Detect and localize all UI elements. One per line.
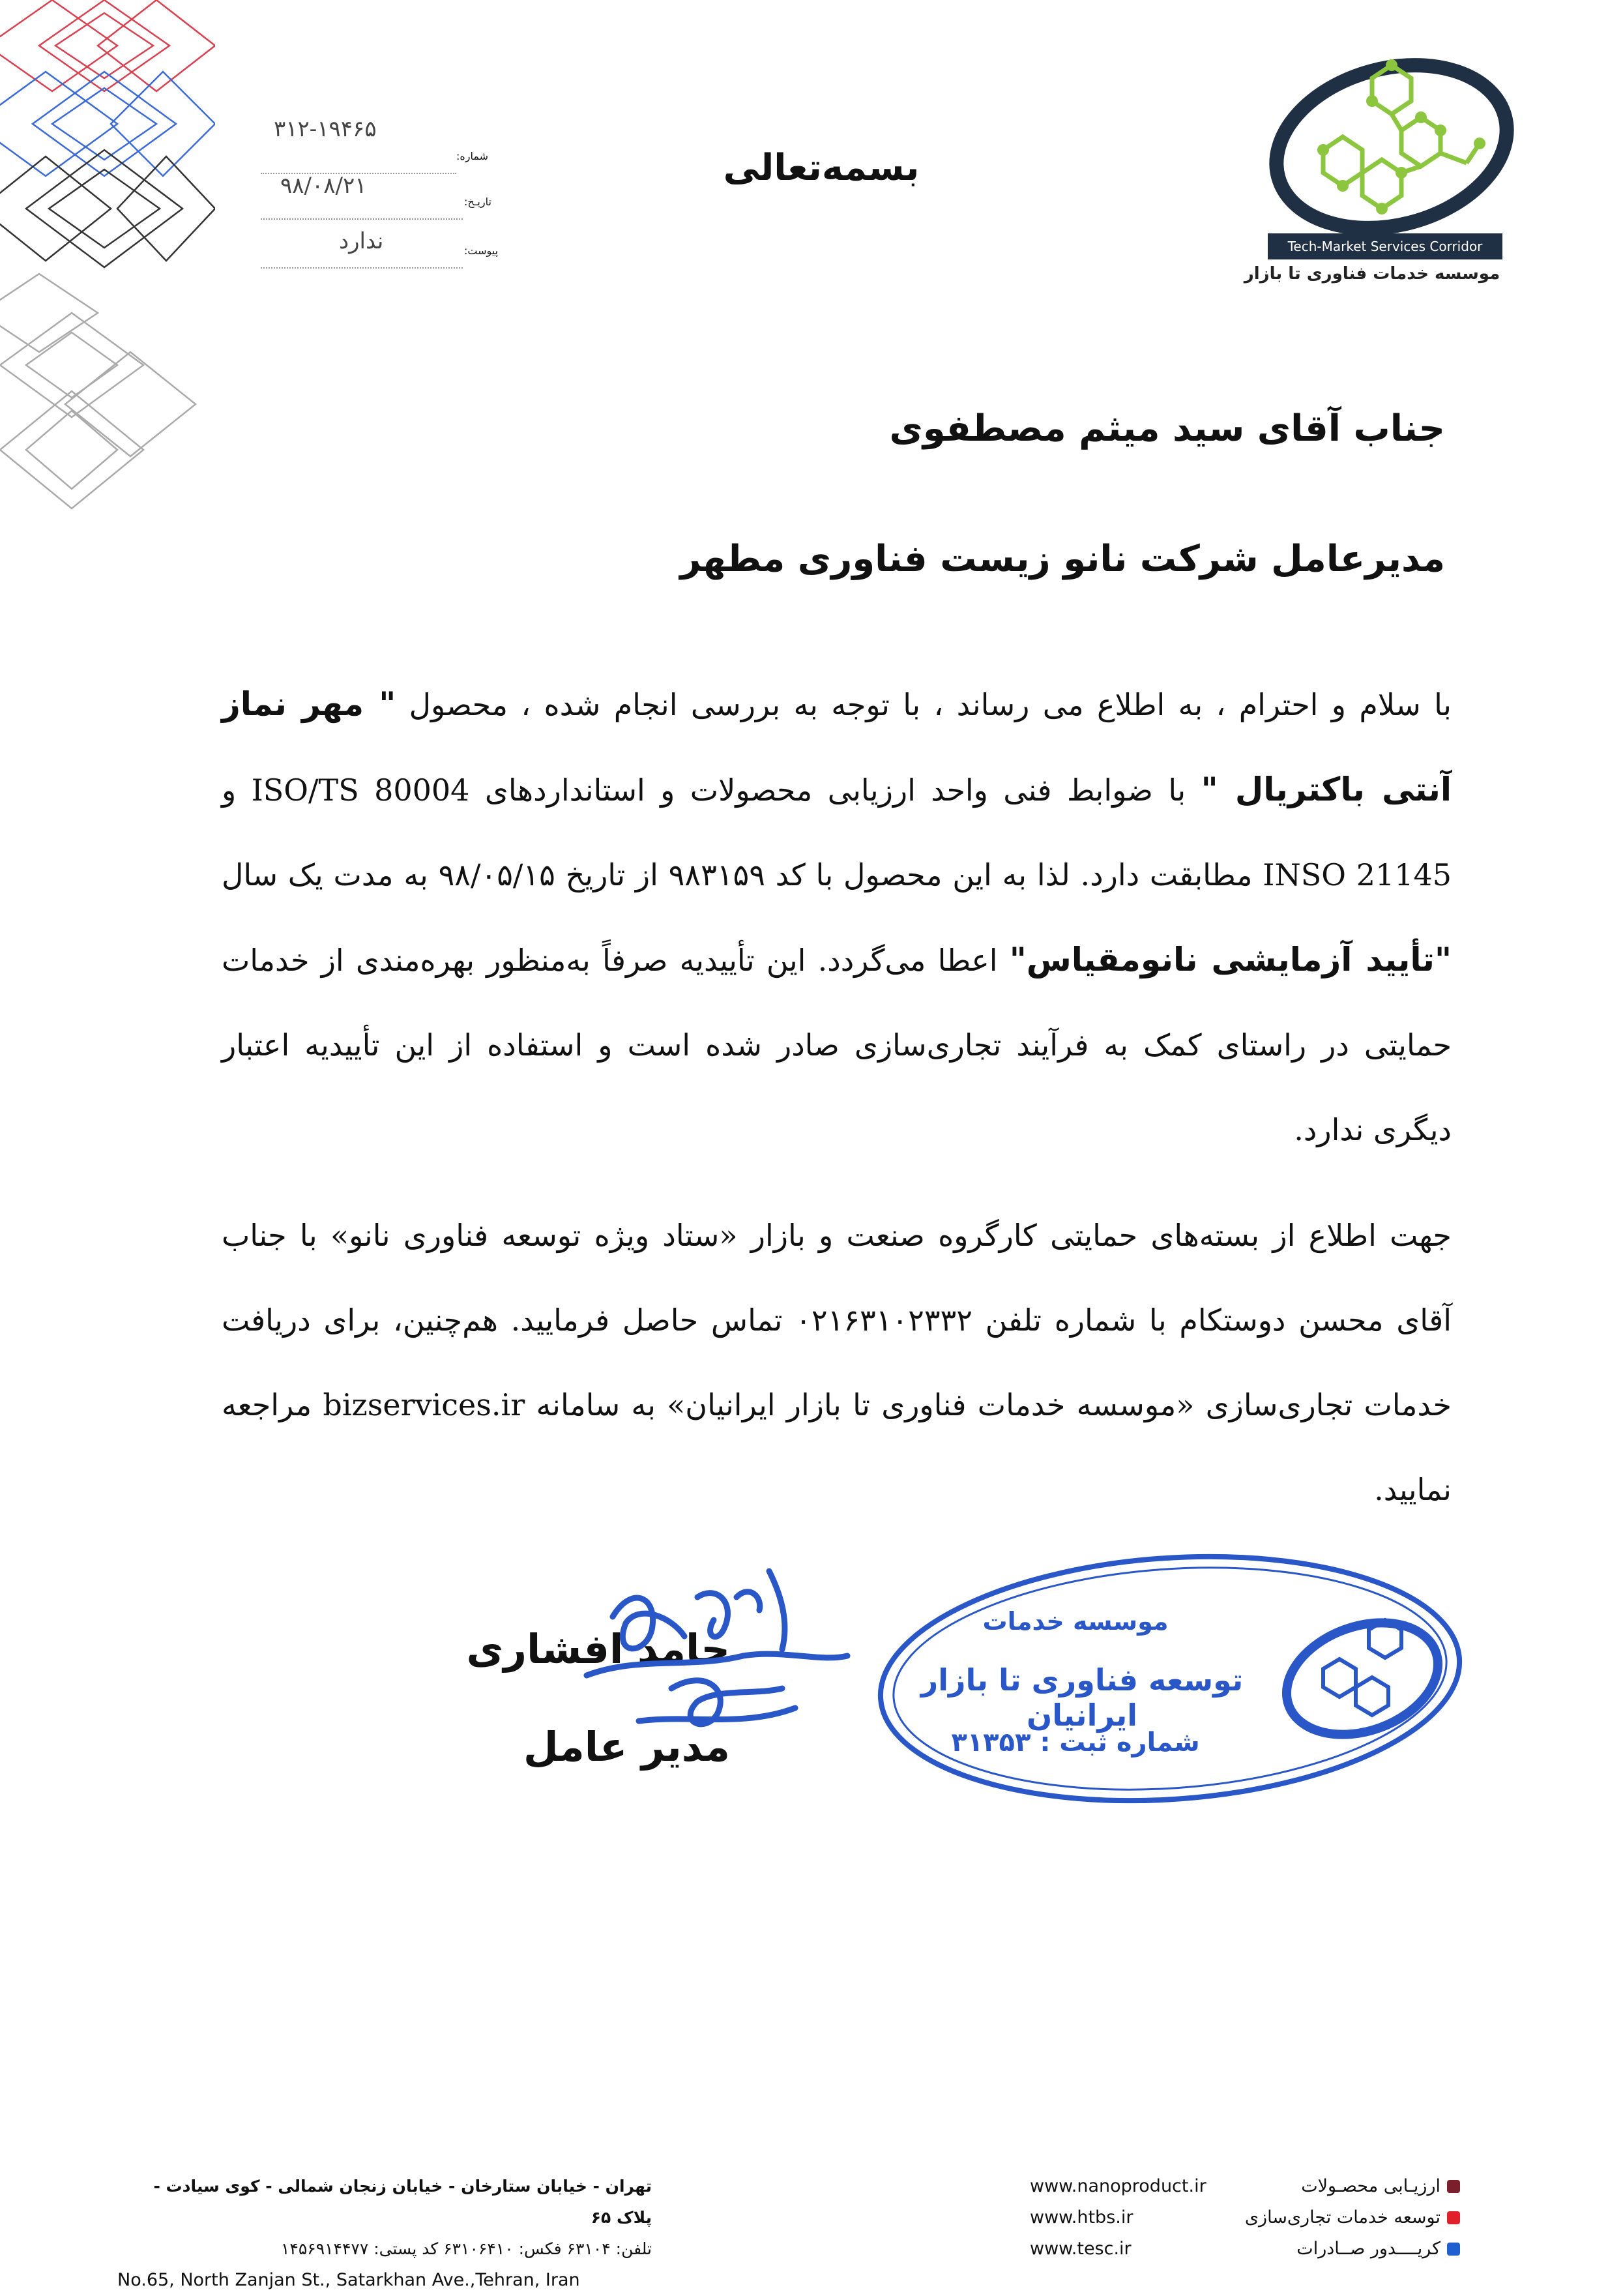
body-paragraph-1 [222,662,1452,1172]
p1-intro: با سلام و احترام ، به اطلاع می رساند ، با توجه به بررسی انجام شده ، محصول [396,687,1452,722]
attachment-line [261,267,463,269]
footer-website-link[interactable]: www.tesc.ir [1030,2239,1132,2259]
date-label: تاریـخ: [464,196,491,208]
website-link[interactable]: bizservices.ir [323,1387,525,1422]
p2-end: مراجعه نمایید. [222,1387,1452,1507]
brand-label: توسعه خدمات تجاری‌سازی [1244,2207,1440,2228]
footer-websites [1030,2171,1238,2265]
stamp-line-2: توسعه فناوری تا بازار ایرانیان [920,1662,1244,1733]
p1-mid: با ضوابط فنی واحد ارزیابی محصولات و استانداردهای [469,773,1201,808]
standard-2: INSO 21145 [1263,857,1452,892]
official-stamp [867,1538,1473,1812]
stamp-line-3: شماره ثبت : ۳۱۳۵۳ [951,1728,1200,1758]
attachment-value: ندارد [339,228,384,254]
footer-brands [1238,2171,1460,2265]
signer-name: حامد افشاری [466,1625,730,1673]
brand-square-icon [1447,2243,1460,2256]
footer-phone: تلفن: ۶۳۱۰۴ فکس: ۶۳۱۰۶۴۱۰ کد پستی: ۱۴۵۶۹۱۴۴۷۷ [280,2239,652,2258]
logo-subtitle: موسسه خدمات فناوری تا بازار [1244,264,1500,284]
handwritten-signature [574,1558,860,1754]
p1-mid2: مطابقت دارد. لذا به این محصول با کد ۹۸۳۱۵۹ از تاریخ ۹۸/۰۵/۱۵ به مدت یک سال [222,857,1263,892]
footer-address-fa: تهران - خیابان ستارخان - خیابان زنجان شمالی - کوی سیادت - پلاک ۶۵ [153,2177,652,2227]
stamp-line-1: موسسه خدمات [982,1607,1169,1636]
date-value: ۹۸/۰۸/۲۱ [280,173,367,199]
basmala-heading: بسمه‌تعالی [723,147,920,189]
footer-brand-item [1238,2233,1460,2265]
brand-square-icon [1447,2180,1460,2193]
footer-website-link[interactable]: www.nanoproduct.ir [1030,2176,1206,2196]
footer-brand-item [1238,2171,1460,2202]
footer-address-en: No.65, North Zanjan St., Satarkhan Ave.,Tehran, Iran [117,2270,580,2290]
signer-role: مدیر عامل [523,1723,730,1771]
p2-text: جهت اطلاع از بسته‌های حمایتی کارگروه صنعت و بازار «ستاد ویژه توسعه فناوری نانو» با جناب آقای محسن دوستکام با شماره تلفن ۰۲۱۶۳۱۰۲۳۳۲ تماس حاصل فرمایید. هم‌چنین، برای دریافت خدمات تجاری‌سازی «موسسه خدمات فناوری تا بازار ایرانیان» به سامانه [222,1218,1452,1422]
decorative-diamond-pattern [0,0,215,587]
company-logo [1251,39,1519,300]
body-paragraph-2 [222,1193,1452,1532]
date-line [261,218,463,220]
recipient-name: جناب آقای سید میثم مصطفوی [889,407,1445,450]
attachment-label: پیوست: [464,244,499,257]
and-text: و [222,773,252,808]
number-value: ۳۱۲-۱۹۴۶۵ [274,116,377,142]
approval-title: "تأیید آزمایشی نانومقیاس" [1009,941,1452,979]
p1-end: اعطا می‌گردد. این تأییدیه صرفاً به‌منظور بهره‌مندی از خدمات حمایتی در راستای کمک به فرآیند تجاری‌سازی صادر شده است و استفاده از این تأییدیه اعتبار دیگری ندارد. [222,943,1452,1147]
logo-band-text: Tech-Market Services Corridor [1268,233,1502,259]
standard-1: ISO/TS 80004 [251,773,470,808]
footer-brand-item [1238,2202,1460,2233]
product-name: " مهر نماز آنتی باکتریال " [222,685,1452,808]
number-label: شماره: [456,150,489,162]
brand-label: ارزیـابی محصـولات [1301,2176,1440,2196]
brand-square-icon [1447,2211,1460,2224]
brand-label: کریــــدور صــادرات [1296,2239,1440,2259]
footer-website-link[interactable]: www.htbs.ir [1030,2207,1133,2228]
recipient-title: مدیرعامل شرکت نانو زیست فناوری مطهر [680,538,1445,580]
footer-address [117,2171,652,2296]
